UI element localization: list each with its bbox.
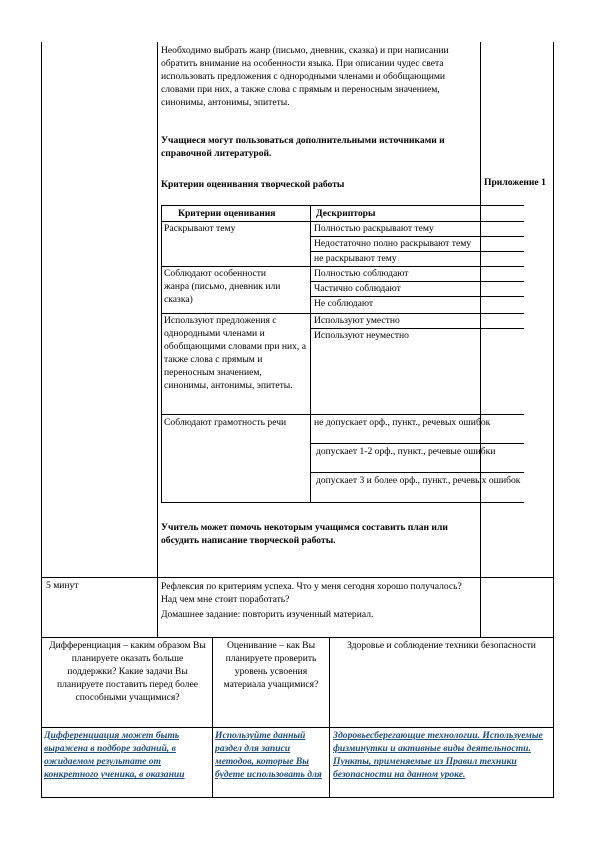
instruction-text: Необходимо выбрать жанр (письмо, дневник, сказка) и при написании обратить внимание на особенности языка. При описании чудес света использовать предложения с однородными членами и обобщающими словами при них, а также слова с прямым и переносным значением, синонимы, антонимы, эпитеты. (161, 45, 449, 108)
differentiation-hint: Дифференциация может быть выражена в подборе заданий, в ожидаемом результате от конкретного ученика, в оказании (44, 730, 185, 780)
assessment-hint: Используйте данный раздел для записи методов, которые Вы будете использовать для (215, 730, 322, 780)
ct-descriptor-1-3: не раскрывают тему (314, 253, 397, 264)
ct-criterion-1: Раскрывают тему (164, 223, 236, 234)
homework-text: Домашнее задание: повторить изученный материал. (161, 609, 374, 620)
reflection-time: 5 минут (46, 580, 79, 591)
outer-left-border (41, 42, 42, 798)
ct-descriptor-4-3: допускает 3 и более орф., пункт., речевых ошибок (316, 475, 521, 486)
health-safety-hint: Здоровьесберегающие технологии. Используемые физминутки и активные виды деятельности. Пункты, применяемые из Правил техники безопасности на данном уроке. (333, 730, 543, 780)
row-divider-bottom-table (41, 637, 553, 638)
ct-row3-bottom (161, 414, 524, 415)
ct-descriptor-1-2: Недостаточно полно раскрывают тему (314, 238, 472, 249)
appendix-label: Приложение 1 (484, 177, 546, 188)
ct-header-criteria: Критерии оценивания (178, 208, 276, 219)
ct-top (161, 205, 524, 206)
ct-criterion-4: Соблюдают грамотность речи (164, 417, 287, 428)
criteria-heading: Критерии оценивания творческой работы (161, 179, 345, 190)
ct-descriptor-3-1: Используют уместно (314, 315, 400, 326)
students-note: Учащиеся могут пользоваться дополнительными источниками и справочной литературой. (161, 135, 445, 159)
ct-descriptor-3-2: Используют неуместно (314, 330, 409, 341)
ct-criterion-2: Соблюдают особенности жанра (письмо, дневник или сказка) (164, 268, 281, 305)
ct-descriptor-4-1: не допускает орф., пункт., речевых ошибок (314, 417, 491, 428)
ct-criterion-3: Используют предложения с однородными членами и обобщающими словами при них, а также слова с прямым и переносным значением, синонимы, антонимы, эпитеты. (164, 315, 306, 391)
ct-header-descriptors: Дескрипторы (316, 208, 376, 219)
ct-descriptor-2-1: Полностью соблюдают (314, 268, 409, 279)
assessment-header: Оценивание – как Вы планируете проверить уровень усвоения материала учащимися? (223, 640, 319, 690)
differentiation-header: Дифференциация – каким образом Вы планируете оказать больше поддержки? Какие задачи Вы планируете поставить перед более способными учащимися? (49, 640, 206, 703)
ct-left (161, 205, 162, 502)
teacher-note: Учитель может помочь некоторым учащимся составить план или обсудить написание творческой работы. (161, 522, 448, 546)
bottom-col-divider-1 (212, 637, 213, 798)
time-column-divider (157, 42, 158, 638)
outer-bottom-border (41, 797, 553, 798)
ct-descriptor-4-2: допускает 1-2 орф., пункт., речевые ошибки (316, 446, 496, 457)
bottom-header-divider (41, 727, 553, 728)
bottom-col-divider-2 (329, 637, 330, 798)
ct-d4a (310, 443, 524, 444)
ct-descriptor-2-3: Не соблюдают (314, 298, 374, 309)
ct-descriptor-1-1: Полностью раскрывают тему (314, 223, 434, 234)
row-divider-reflection (41, 577, 553, 578)
reflection-text: Рефлексия по критериям успеха. Что у меня сегодня хорошо получалось? Над чем мне стоит поработать? (161, 581, 462, 605)
ct-d4b (310, 472, 524, 473)
ct-mid (310, 205, 311, 502)
ct-bottom (161, 502, 524, 503)
outer-right-border (553, 42, 554, 798)
ct-descriptor-2-2: Частично соблюдают (314, 283, 401, 294)
health-safety-header: Здоровье и соблюдение техники безопасности (347, 640, 536, 651)
